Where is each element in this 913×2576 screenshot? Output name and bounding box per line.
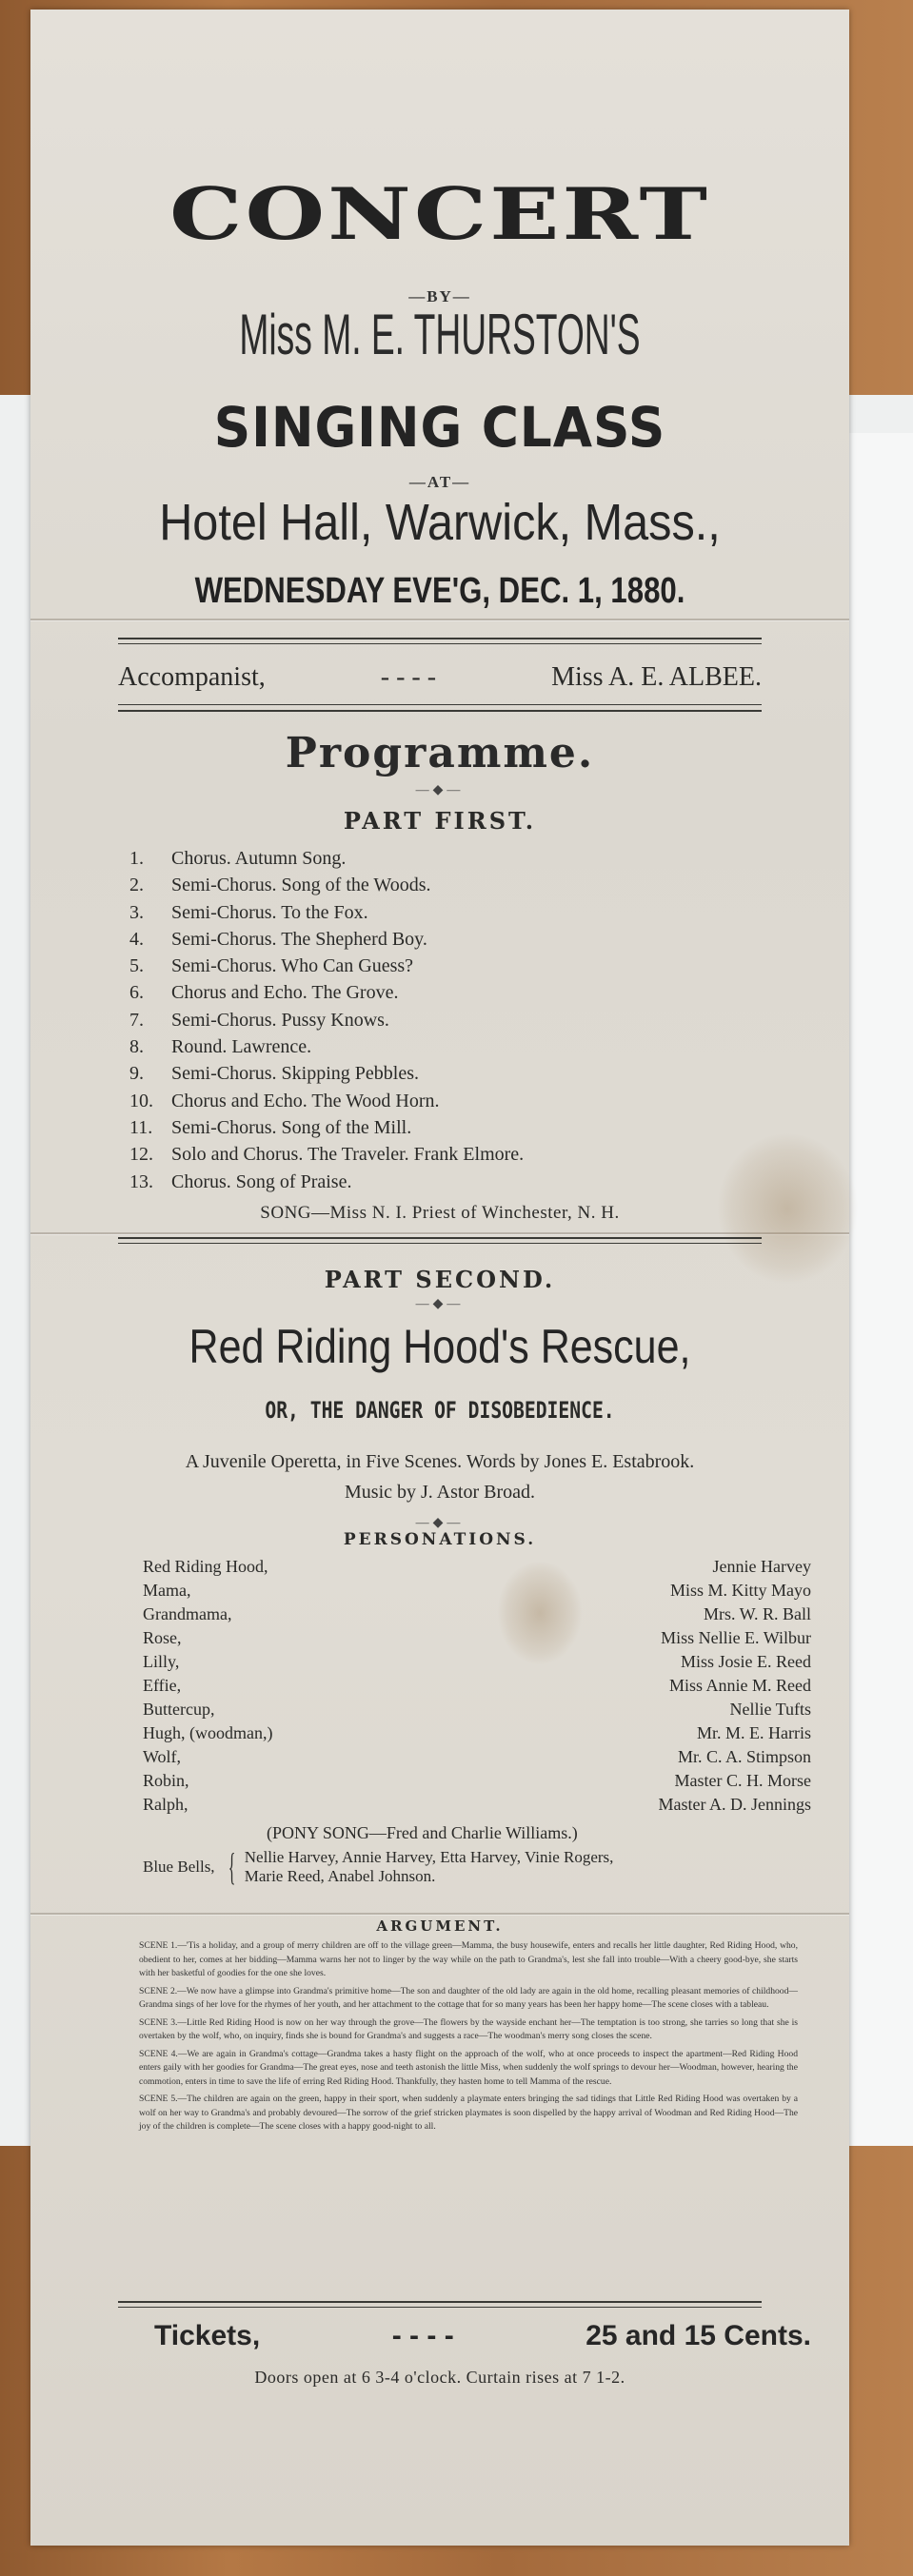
divider-rule xyxy=(118,2301,762,2303)
divider-rule xyxy=(118,710,762,712)
list-item: 8. Round. Lawrence. xyxy=(129,1036,312,1058)
accompanist-label: Accompanist, xyxy=(118,662,266,692)
divider-rule xyxy=(118,638,762,639)
event-date: WEDNESDAY EVE'G, DEC. 1, 1880. xyxy=(194,571,685,611)
song-line: SONG—Miss N. I. Priest of Winchester, N. H. xyxy=(260,1203,620,1223)
personations-heading: PERSONATIONS. xyxy=(343,1530,537,1549)
doors-line: Doors open at 6 3-4 o'clock. Curtain rises at 7 1-2. xyxy=(254,2368,625,2387)
list-item: 11. Semi-Chorus. Song of the Mill. xyxy=(129,1116,412,1138)
operetta-description xyxy=(30,1446,849,1507)
part-second-heading: PART SECOND. xyxy=(324,1266,556,1293)
cast-row: Effie, Miss Annie M. Reed xyxy=(143,1676,811,1695)
accompanist-name: Miss A. E. ALBEE. xyxy=(551,662,762,692)
concert-poster xyxy=(30,10,849,2546)
list-item: 12. Solo and Chorus. The Traveler. Frank Elmore. xyxy=(129,1144,525,1166)
scene-paragraph: SCENE 3.—Little Red Riding Hood is now on her way through the grove—The flowers by the wayside enchant her—The temptation is too strong, she tarries so long that she is overtaken by the wolf, who, on inquiry, finds she is bound for Grandma's and suggests a race—The woodman's merry song closes the scene. xyxy=(139,2016,798,2041)
teacher-name: Miss M. E. THURSTON'S xyxy=(239,303,641,366)
list-item: 9. Semi-Chorus. Skipping Pebbles. xyxy=(129,1063,420,1085)
divider-rule xyxy=(118,704,762,705)
argument-heading: ARGUMENT. xyxy=(376,1917,504,1935)
list-item: 5. Semi-Chorus. Who Can Guess? xyxy=(129,955,414,977)
cast-row: Buttercup, Nellie Tufts xyxy=(143,1700,811,1719)
accompanist-line xyxy=(118,662,762,693)
operetta-description-line: A Juvenile Operetta, in Five Scenes. Words by Jones E. Estabrook. xyxy=(185,1451,695,1472)
at-separator: —AT— xyxy=(408,473,471,491)
pony-song-line: (PONY SONG—Fred and Charlie Williams.) xyxy=(267,1823,578,1842)
operetta-credit-line: Music by J. Astor Broad. xyxy=(345,1482,535,1503)
cast-row: Hugh, (woodman,) Mr. M. E. Harris xyxy=(143,1723,811,1742)
brace-icon: { xyxy=(228,1845,236,1888)
blue-bells-label: Blue Bells, xyxy=(143,1858,215,1876)
scene-paragraph: SCENE 2.—We now have a glimpse into Grandma's primitive home—The son and daughter of the old lady are again in the old home, recalling pleasant memories of childhood—Grandma sings of her love for the rhymes of her youth, and her attachment to the cottage that for so many years has been her happy home—The scene closes with a tableau. xyxy=(139,1985,798,2010)
programme-heading: Programme. xyxy=(285,729,595,777)
part-first-heading: PART FIRST. xyxy=(343,807,537,835)
paper-fold xyxy=(30,619,849,621)
list-item: 10. Chorus and Echo. The Wood Horn. xyxy=(129,1090,440,1111)
programme-list xyxy=(129,845,777,1195)
cast-row: Red Riding Hood, Jennie Harvey xyxy=(143,1557,811,1576)
paper-fold xyxy=(30,1913,849,1916)
scene-paragraph: SCENE 5.—The children are again on the green, happy in their sport, when suddenly a playmate enters bringing the sad tidings that Little Red Riding Hood was overtaken by a wolf on her way to Grandma's and probably devoured—The sorrow of the grief stricken playmates is soon dispelled by the happy arrival of Woodman and Red Riding Hood—The joy of the children is complete—The scene closes with a happy good-night to all. xyxy=(139,2094,798,2132)
list-item: 7. Semi-Chorus. Pussy Knows. xyxy=(129,1009,389,1031)
list-item: 2. Semi-Chorus. Song of the Woods. xyxy=(129,875,431,896)
accompanist-dashes: - - - - xyxy=(380,662,437,692)
divider-rule xyxy=(118,1237,762,1239)
operetta-title: Red Riding Hood's Rescue, xyxy=(189,1320,691,1373)
cast-list xyxy=(143,1555,811,1817)
cast-row: Robin, Master C. H. Morse xyxy=(143,1771,811,1790)
cast-row: Wolf, Mr. C. A. Stimpson xyxy=(143,1747,811,1766)
venue: Hotel Hall, Warwick, Mass., xyxy=(159,494,721,551)
cast-row: Grandmama, Mrs. W. R. Ball xyxy=(143,1604,811,1623)
divider-rule xyxy=(118,2307,762,2308)
scene-paragraph: SCENE 1.—'Tis a holiday, and a group of merry children are off to the village green—Mamma, the busy housewife, enters and recalls her little daughter, Red Riding Hood, who, obedient to her, comes at her bidding—Mamma warns her not to linger by the way while on the path to Grandma's, lest she fall into trouble—With a cheery good-bye, she starts with her basketful of goodies for the one she loves. xyxy=(139,1940,798,1978)
list-item: 1. Chorus. Autumn Song. xyxy=(129,848,347,869)
ornament-divider: —◆— xyxy=(415,1516,465,1530)
cast-row: Lilly, Miss Josie E. Reed xyxy=(143,1652,811,1671)
ornament-divider: —◆— xyxy=(415,1297,465,1311)
ornament-divider: —◆— xyxy=(415,783,465,797)
blue-bells-cast: Nellie Harvey, Annie Harvey, Etta Harvey, Vinie Rogers, Marie Reed, Anabel Johnson. xyxy=(244,1848,614,1885)
blue-bells-line xyxy=(143,1845,809,1888)
list-item: 4. Semi-Chorus. The Shepherd Boy. xyxy=(129,928,427,950)
by-separator: —BY— xyxy=(408,287,471,305)
argument-scenes xyxy=(139,1939,798,2138)
class-name: SINGING CLASS xyxy=(213,395,666,460)
divider-rule xyxy=(118,1243,762,1244)
scene-paragraph: SCENE 4.—We are again in Grandma's cottage—Grandma takes a hasty flight on the approach of the wolf, who at once proceeds to inspect the apartment—Red Riding Hood enters gaily with her goodies for Grandma—The great eyes, nose and teeth astonish the little Miss, when suddenly the wolf springs to devour her—Woodman, however, hearing the commotion, enters in time to save the life of erring Red Riding Hood. Thankfully, they hasten home to tell Mamma of the rescue. xyxy=(139,2048,798,2087)
cast-row: Mama, Miss M. Kitty Mayo xyxy=(143,1581,811,1600)
tickets-dashes: - - - - xyxy=(391,2320,454,2351)
operetta-subtitle: OR, THE DANGER OF DISOBEDIENCE. xyxy=(265,1397,615,1424)
divider-rule xyxy=(118,643,762,644)
list-item: 13. Chorus. Song of Praise. xyxy=(129,1170,352,1192)
tickets-label: Tickets, xyxy=(154,2320,261,2351)
tickets-line xyxy=(154,2320,811,2352)
poster-title: CONCERT xyxy=(169,171,710,257)
cast-row: Rose, Miss Nellie E. Wilbur xyxy=(143,1628,811,1647)
cast-row: Ralph, Master A. D. Jennings xyxy=(143,1795,811,1814)
list-item: 6. Chorus and Echo. The Grove. xyxy=(129,982,399,1004)
tickets-price: 25 and 15 Cents. xyxy=(586,2320,811,2351)
list-item: 3. Semi-Chorus. To the Fox. xyxy=(129,901,368,923)
